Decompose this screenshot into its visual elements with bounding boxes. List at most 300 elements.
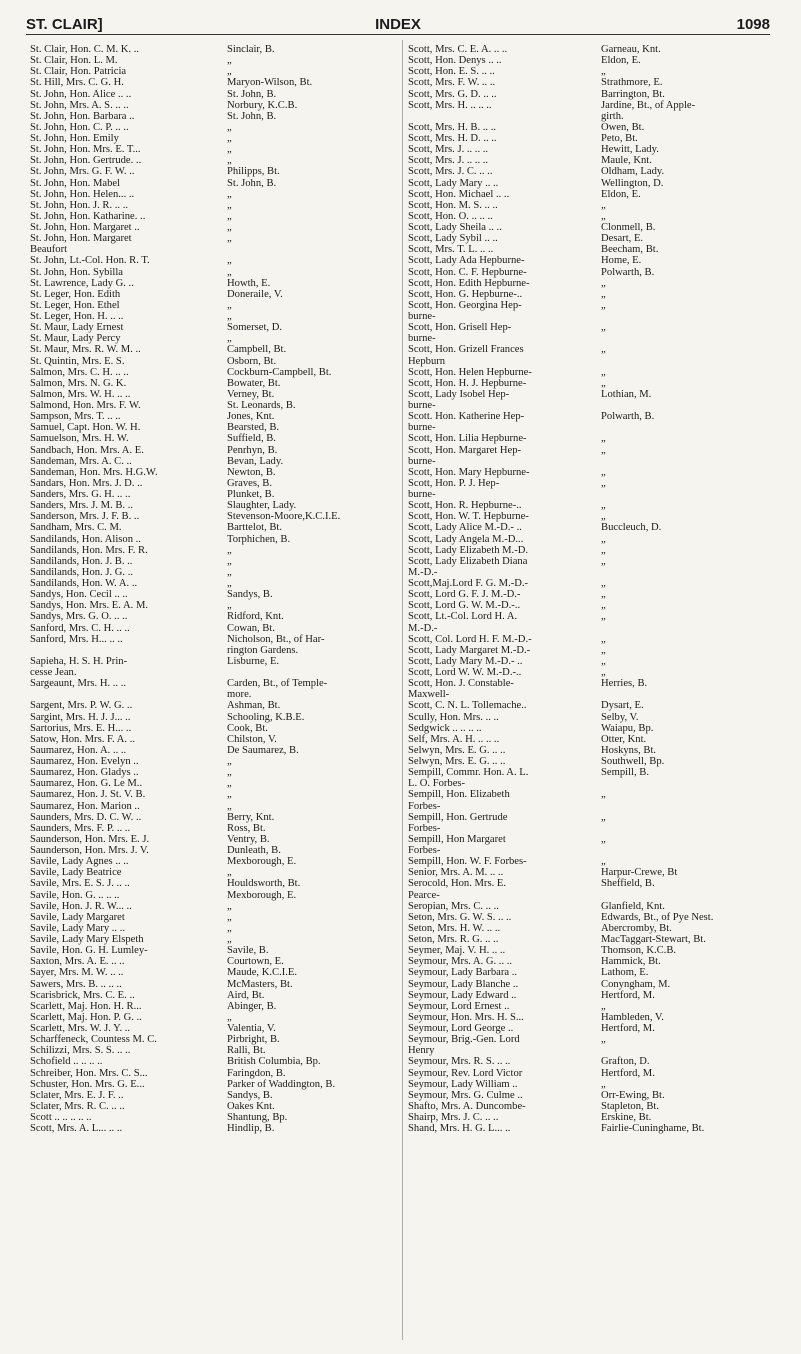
index-entry	[408, 367, 780, 378]
index-entry	[408, 534, 780, 545]
entry-reference: Abinger, B.	[227, 1000, 277, 1012]
entry-name: Scott, Mrs. A. L... .. ..	[30, 1123, 123, 1135]
entry-reference: Abercromby, Bt.	[601, 922, 672, 934]
index-entry	[30, 300, 410, 311]
entry-reference: Edwards, Bt., of Pye Nest.	[601, 911, 714, 923]
left-column	[30, 44, 410, 1134]
entry-name: Sandilands, Hon. W. A. ..	[30, 578, 138, 589]
entry-reference: more.	[227, 689, 252, 701]
entry-reference: Eldon, E.	[601, 188, 641, 200]
entry-name: Seymour, Rev. Lord Victor	[408, 1067, 523, 1079]
index-entry	[408, 901, 780, 912]
index-entry	[408, 578, 780, 589]
entry-name: Scott, Hon. W. T. Hepburne-	[408, 511, 529, 523]
index-entry	[30, 801, 410, 812]
index-entry	[408, 233, 780, 244]
index-entry	[30, 856, 410, 867]
entry-reference: St. John, B.	[227, 177, 277, 189]
index-entry	[30, 189, 410, 200]
entry-name: Sandys, Hon. Cecil .. ..	[30, 589, 128, 601]
entry-reference: „	[601, 477, 606, 489]
index-entry	[30, 166, 410, 177]
index-entry	[408, 55, 780, 66]
entry-name: Scott, C. N. L. Tollemache..	[408, 700, 527, 712]
index-entry	[30, 1001, 410, 1012]
index-entry	[30, 667, 410, 678]
entry-reference: Bevan, Lady.	[227, 455, 284, 467]
entry-reference: Aird, Bt.	[227, 989, 265, 1001]
entry-reference: Oakes Knt.	[227, 1100, 275, 1112]
entry-reference: Suffield, B.	[227, 433, 276, 445]
entry-reference: „	[227, 121, 232, 133]
entry-reference: Cowan, Bt.	[227, 622, 275, 634]
entry-reference: Peto, Bt.	[601, 133, 638, 144]
index-entry	[408, 322, 780, 333]
entry-reference: „	[227, 133, 232, 144]
index-entry	[408, 545, 780, 556]
entry-name: Sanders, Mrs. G. H. .. ..	[30, 489, 131, 500]
entry-reference: Wellington, D.	[601, 177, 664, 189]
entry-reference: „	[601, 299, 606, 311]
entry-name: Salmond, Hon. Mrs. F. W.	[30, 400, 141, 411]
entry-name: Scott,Maj.Lord F. G. M.-D.-	[408, 578, 529, 589]
entry-name: Forbes-	[408, 845, 441, 856]
index-entry	[408, 1123, 780, 1134]
entry-name: Savile, Lady Mary Elspeth	[30, 934, 144, 945]
index-entry	[408, 979, 780, 990]
entry-reference: „	[601, 633, 606, 645]
entry-name: Schuster, Hon. Mrs. G. E...	[30, 1078, 145, 1090]
entry-reference: Cook, Bt.	[227, 722, 268, 734]
entry-name: Savile, Lady Agnes .. ..	[30, 856, 129, 868]
entry-reference: Lathom, E.	[601, 967, 649, 979]
entry-reference: Plunket, B.	[227, 489, 275, 500]
entry-name: Hepburn	[408, 355, 446, 367]
entry-reference: „	[227, 767, 232, 779]
entry-name: Sandys, Mrs. G. O. .. ..	[30, 611, 128, 623]
entry-reference: Hewitt, Lady.	[601, 144, 659, 156]
index-entry	[408, 867, 780, 878]
entry-reference: „	[601, 277, 606, 289]
index-entry	[30, 1012, 410, 1023]
entry-name: Scott, Hon. E. S. .. ..	[408, 66, 495, 78]
index-entry	[30, 1034, 410, 1045]
entry-reference: „	[227, 199, 232, 211]
entry-name: St. John, Mrs. A. S. .. ..	[30, 99, 129, 111]
entry-reference: „	[601, 833, 606, 845]
entry-name: Scott, Lady Sybil .. ..	[408, 233, 498, 245]
index-entry	[408, 289, 780, 300]
entry-name: St. John, Hon. Alice .. ..	[30, 88, 132, 100]
entry-reference: Savile, B.	[227, 945, 269, 957]
index-entry	[408, 845, 780, 856]
index-entry	[30, 411, 410, 422]
index-entry	[30, 222, 410, 233]
entry-reference: Eldon, E.	[601, 55, 641, 67]
entry-name: Seymour, Lady Blanche ..	[408, 978, 519, 990]
entry-name: Scott, Mrs. H. D. .. ..	[408, 133, 497, 144]
entry-name: Sempill, Hon. Elizabeth	[408, 789, 510, 801]
entry-reference	[601, 400, 780, 411]
index-entry	[30, 1056, 410, 1067]
entry-reference: Parker of Waddington, B.	[227, 1078, 336, 1090]
index-entry	[30, 812, 410, 823]
entry-reference: Schooling, K.B.E.	[227, 711, 305, 723]
entry-reference: „	[227, 911, 232, 923]
index-entry	[30, 745, 410, 756]
entry-reference: Osborn, Bt.	[227, 355, 277, 367]
entry-name: St. Leger, Hon. Edith	[30, 288, 121, 300]
entry-reference	[601, 689, 780, 700]
index-entry	[30, 778, 410, 789]
entry-reference: Lisburne, E.	[227, 655, 280, 667]
index-entry	[408, 155, 780, 166]
entry-reference: Graves, B.	[227, 477, 273, 489]
index-entry	[30, 233, 410, 244]
entry-name: burne-	[408, 311, 436, 322]
entry-name: Scott, Hon. M. S. .. ..	[408, 199, 498, 211]
index-entry	[30, 1023, 410, 1034]
entry-reference: Ashman, Bt.	[227, 700, 281, 712]
entry-name: Scott, Lady Sheila .. ..	[408, 222, 502, 233]
entry-name: Forbes-	[408, 822, 441, 834]
entry-name: Sempill, Commr. Hon. A. L.	[408, 767, 529, 779]
entry-reference: „	[601, 377, 606, 389]
entry-name: Schreiber, Hon. Mrs. C. S...	[30, 1067, 148, 1079]
entry-name: Sclater, Mrs. R. C. .. ..	[30, 1100, 125, 1112]
index-entry	[30, 155, 410, 166]
entry-name: Sclater, Mrs. E. J. F. ..	[30, 1089, 124, 1101]
entry-reference: Cockburn-Campbell, Bt.	[227, 366, 332, 378]
entry-reference: „	[227, 900, 232, 912]
entry-reference: „	[227, 188, 232, 200]
entry-reference: „	[227, 210, 232, 222]
entry-name: burne-	[408, 422, 436, 434]
entry-reference: „	[601, 344, 606, 356]
entry-name: Saumarez, Hon. A. .. ..	[30, 744, 127, 756]
entry-name: Seymour, Lord Ernest ..	[408, 1000, 510, 1012]
entry-reference: Berry, Knt.	[227, 811, 275, 823]
index-entry	[408, 556, 780, 567]
page-number: 1098	[736, 16, 770, 33]
entry-reference: „	[601, 66, 606, 78]
entry-reference: „	[227, 778, 232, 790]
index-entry	[30, 144, 410, 155]
entry-name: Sandeman, Mrs. A. C. ..	[30, 455, 132, 467]
index-entry	[30, 634, 410, 645]
index-entry	[30, 990, 410, 1001]
entry-reference: Home, E.	[601, 255, 642, 267]
entry-reference: Sinclair, B.	[227, 44, 275, 55]
entry-reference: „	[227, 333, 232, 345]
entry-reference: „	[601, 589, 606, 601]
entry-name: Henry	[408, 1045, 435, 1057]
entry-name: Selwyn, Mrs. E. G. .. ..	[408, 756, 506, 767]
entry-name: Scott, Mrs. J. .. .. ..	[408, 155, 489, 167]
index-entry	[30, 600, 410, 611]
index-entry	[30, 55, 410, 66]
index-entry	[408, 567, 780, 578]
entry-name	[30, 689, 227, 700]
entry-reference: Dunleath, B.	[227, 845, 281, 856]
index-entry	[408, 445, 780, 456]
index-entry	[30, 422, 410, 433]
index-entry	[30, 255, 410, 266]
index-entry	[30, 623, 410, 634]
entry-reference: „	[601, 1078, 606, 1090]
entry-name: Saumarez, Hon. Marion ..	[30, 800, 140, 812]
index-entry	[408, 467, 780, 478]
index-entry	[408, 511, 780, 522]
entry-reference	[601, 890, 780, 901]
entry-reference: Maule, Knt.	[601, 155, 652, 167]
entry-reference: Torphichen, B.	[227, 533, 291, 545]
index-entry	[408, 734, 780, 745]
entry-name: St. John, Hon. Sybilla	[30, 266, 124, 278]
entry-reference: Sandys, B.	[227, 1089, 273, 1101]
index-entry	[408, 678, 780, 689]
index-entry	[30, 122, 410, 133]
index-entry	[30, 756, 410, 767]
entry-reference: „	[601, 555, 606, 567]
entry-name: Maxwell-	[408, 689, 450, 701]
entry-name: Satow, Hon. Mrs. F. A. ..	[30, 733, 135, 745]
index-entry	[30, 478, 410, 489]
header-rule	[26, 34, 770, 35]
entry-reference: „	[227, 266, 232, 278]
index-entry	[30, 389, 410, 400]
index-entry	[408, 1079, 780, 1090]
index-entry	[408, 767, 780, 778]
entry-reference: „	[601, 210, 606, 222]
entry-reference: Beecham, Bt.	[601, 244, 659, 256]
entry-reference: „	[227, 66, 232, 78]
entry-reference	[601, 778, 780, 789]
entry-name: Scott, Hon. Georgina Hep-	[408, 299, 522, 311]
index-entry	[408, 1034, 780, 1045]
entry-name: Scott, Hon. C. F. Hepburne-	[408, 266, 527, 278]
index-entry	[30, 867, 410, 878]
index-entry	[30, 901, 410, 912]
entry-name: Scully, Hon. Mrs. .. ..	[408, 711, 499, 723]
entry-reference	[601, 567, 780, 578]
entry-reference: „	[601, 789, 606, 801]
entry-reference: Lothian, M.	[601, 388, 652, 400]
index-entry	[30, 344, 410, 355]
entry-name: Salmon, Mrs. N. G. K.	[30, 377, 127, 389]
entry-name: Savile, Hon. G. H. Lumley-	[30, 945, 148, 957]
entry-name: Seymour, Mrs. R. S. .. ..	[408, 1056, 511, 1068]
entry-reference	[601, 845, 780, 856]
index-entry	[408, 667, 780, 678]
entry-reference: Hertford, M.	[601, 1023, 655, 1034]
entry-reference: „	[601, 811, 606, 823]
entry-name	[30, 645, 227, 656]
entry-name: Scarlett, Maj. Hon. P. G. ..	[30, 1011, 142, 1023]
entry-name: St. John, Hon. J. R. .. ..	[30, 199, 129, 211]
index-entry	[30, 267, 410, 278]
index-entry	[30, 445, 410, 456]
index-entry	[408, 1090, 780, 1101]
entry-reference: „	[227, 867, 232, 879]
entry-name: St. Maur, Lady Percy	[30, 333, 121, 345]
entry-name: Scarisbrick, Mrs. C. E. ..	[30, 989, 135, 1001]
entry-name: Samuel, Capt. Hon. W. H.	[30, 422, 141, 434]
index-entry	[408, 878, 780, 889]
entry-name: Sandilands, Hon. J. B. ..	[30, 555, 133, 567]
entry-name: Scott, Hon. Lilia Hepburne-	[408, 433, 527, 445]
entry-reference: „	[601, 644, 606, 656]
entry-name: St. John, Hon. Mabel	[30, 177, 121, 189]
index-entry	[408, 1001, 780, 1012]
entry-name: Selwyn, Mrs. E. G. .. ..	[408, 744, 506, 756]
entry-name: burne-	[408, 400, 436, 411]
entry-name: Scott, Lord G. W. M.-D.-..	[408, 600, 521, 612]
entry-reference: Maude, K.C.I.E.	[227, 967, 298, 979]
entry-name: Seymer, Maj. V. H. .. ..	[408, 945, 506, 957]
entry-reference: „	[227, 311, 232, 322]
entry-name: Scott, Lady Mary .. ..	[408, 177, 499, 189]
index-entry	[408, 656, 780, 667]
index-entry	[408, 255, 780, 266]
entry-reference: „	[227, 233, 232, 245]
entry-name: cesse Jean.	[30, 667, 77, 678]
index-entry	[30, 912, 410, 923]
entry-reference: Dysart, E.	[601, 700, 644, 712]
entry-name: Scott, Hon. J. Constable-	[408, 678, 514, 690]
entry-reference: Bowater, Bt.	[227, 377, 281, 389]
entry-name: Scott .. .. .. .. ..	[30, 1112, 92, 1123]
index-entry	[408, 300, 780, 311]
entry-reference: rington Gardens.	[227, 644, 299, 656]
index-entry	[408, 456, 780, 467]
entry-name: Saxton, Mrs. A. E. .. ..	[30, 956, 125, 968]
entry-name: Samuelson, Mrs. H. W.	[30, 433, 129, 445]
entry-name: Serocold, Hon. Mrs. E.	[408, 878, 506, 890]
entry-name: Saumarez, Hon. Evelyn ..	[30, 756, 139, 767]
entry-reference: Valentia, V.	[227, 1023, 276, 1034]
index-entry	[408, 122, 780, 133]
entry-reference: „	[601, 322, 606, 334]
index-entry	[408, 333, 780, 344]
index-entry	[408, 100, 780, 111]
entry-name: Scott, Mrs. F. W. .. ..	[408, 77, 496, 89]
entry-name: Scott, Mrs. H. B. .. ..	[408, 121, 496, 133]
entry-reference	[601, 823, 780, 834]
index-entry	[408, 89, 780, 100]
index-entry	[408, 133, 780, 144]
index-entry	[30, 111, 410, 122]
entry-name: Scott, Mrs. G. D. .. ..	[408, 88, 497, 100]
entry-name: St. John, Mrs. G. F. W. ..	[30, 166, 135, 178]
index-entry	[408, 389, 780, 400]
entry-reference: Nicholson, Bt., of Har-	[227, 633, 325, 645]
entry-name: Seymour, Lady Edward ..	[408, 989, 517, 1001]
index-entry	[30, 489, 410, 500]
entry-reference: Grafton, D.	[601, 1056, 650, 1068]
index-entry	[30, 289, 410, 300]
entry-name: Sawers, Mrs. B. .. .. ..	[30, 978, 122, 990]
index-entry	[408, 589, 780, 600]
entry-name: Savile, Lady Beatrice	[30, 867, 122, 879]
entry-reference: „	[601, 199, 606, 211]
entry-reference: Fairlie-Cuninghame, Bt.	[601, 1123, 705, 1135]
entry-reference: „	[601, 856, 606, 868]
entry-reference: Jardine, Bt., of Apple-	[601, 99, 696, 111]
index-entry	[408, 1012, 780, 1023]
entry-reference: „	[227, 922, 232, 934]
entry-reference: Southwell, Bp.	[601, 756, 665, 767]
entry-reference: „	[227, 934, 232, 945]
index-entry	[408, 1056, 780, 1067]
index-entry	[408, 634, 780, 645]
entry-reference: Somerset, D.	[227, 322, 283, 334]
index-entry	[408, 77, 780, 88]
index-entry	[408, 500, 780, 511]
index-entry	[30, 378, 410, 389]
entry-reference: „	[601, 544, 606, 556]
entry-reference: „	[227, 756, 232, 767]
entry-reference: Erskine, Bt.	[601, 1112, 652, 1123]
index-entry	[30, 467, 410, 478]
entry-name: Sanford, Mrs. H... .. ..	[30, 633, 123, 645]
index-entry	[408, 823, 780, 834]
entry-name: Sargent, Mrs. P. W. G. ..	[30, 700, 133, 712]
index-entry	[408, 66, 780, 77]
index-entry	[408, 356, 780, 367]
index-entry	[30, 689, 410, 700]
entry-reference: „	[601, 611, 606, 623]
entry-reference: „	[227, 255, 232, 267]
entry-reference: Sandys, B.	[227, 589, 273, 601]
index-entry	[408, 990, 780, 1001]
index-entry	[408, 400, 780, 411]
entry-reference: Barttelot, Bt.	[227, 522, 283, 534]
entry-reference: Doneraile, V.	[227, 288, 283, 300]
entry-reference: Sempill, B.	[601, 767, 649, 779]
entry-name: Sandbach, Hon. Mrs. A. E.	[30, 444, 144, 456]
entry-name: St. John, Hon. Mrs. E. T...	[30, 144, 141, 156]
index-entry	[30, 589, 410, 600]
index-entry	[30, 767, 410, 778]
entry-reference: Buccleuch, D.	[601, 522, 662, 534]
entry-name: Sandilands, Hon. Mrs. F. R.	[30, 544, 148, 556]
entry-name: St. John, Hon. Margaret	[30, 233, 132, 245]
entry-name: Saumarez, Hon. Gladys ..	[30, 767, 139, 779]
entry-name: Schilizzi, Mrs. S. S. .. ..	[30, 1045, 131, 1057]
index-entry	[30, 934, 410, 945]
entry-name: Scott, Lt.-Col. Lord H. A.	[408, 611, 518, 623]
entry-reference: Campbell, Bt.	[227, 344, 287, 356]
entry-reference: „	[227, 55, 232, 67]
entry-name: Sanford, Mrs. C. H. .. ..	[30, 622, 130, 634]
entry-reference: „	[227, 1011, 232, 1023]
entry-reference: Slaughter, Lady.	[227, 500, 297, 512]
entry-name: St. John, Hon. Barbara ..	[30, 110, 135, 122]
index-entry	[408, 1023, 780, 1034]
entry-name: Sayer, Mrs. M. W. .. ..	[30, 967, 124, 979]
entry-reference: Selby, V.	[601, 711, 639, 723]
index-entry	[30, 356, 410, 367]
entry-name: Scott, Hon. Michael .. ..	[408, 188, 510, 200]
entry-name: Scott, Hon. Grizell Frances	[408, 344, 524, 356]
entry-name: Scott, Hon. Grisell Hep-	[408, 322, 512, 334]
entry-name: Scott. Hon. Katherine Hep-	[408, 411, 525, 423]
index-entry	[30, 89, 410, 100]
index-entry	[30, 311, 410, 322]
entry-reference	[601, 311, 780, 322]
entry-reference: Glanfield, Knt.	[601, 900, 665, 912]
